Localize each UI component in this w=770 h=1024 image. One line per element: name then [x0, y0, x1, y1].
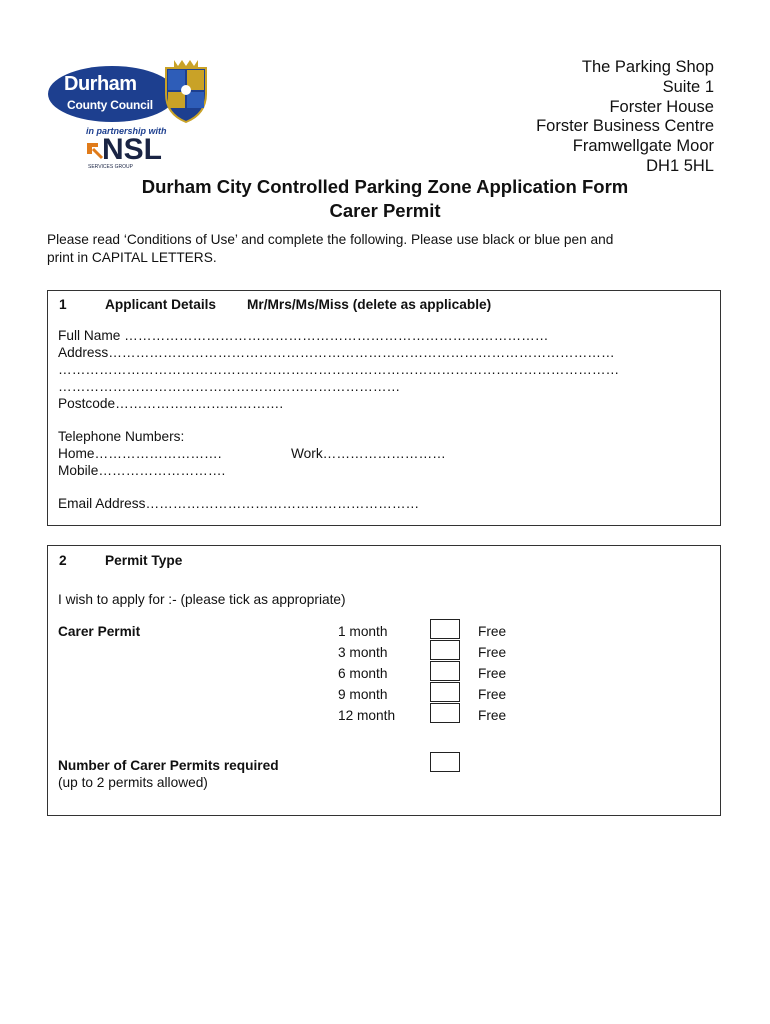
address-field-continued[interactable]: ……………………………………………………………………………………………………………: [58, 362, 620, 377]
home-phone-field[interactable]: Home……………………….: [58, 446, 222, 461]
form-subtitle: Carer Permit: [329, 200, 441, 221]
intro-line: Please read ‘Conditions of Use’ and complete the following. Please use black or blue pen and: [47, 232, 614, 247]
work-phone-field[interactable]: Work………………………: [291, 446, 446, 461]
nsl-logo-subtext: SERVICES GROUP: [88, 164, 133, 170]
council-logo: [48, 54, 218, 174]
tick-box-12-month[interactable]: [430, 703, 460, 723]
intro-line: print in CAPITAL LETTERS.: [47, 250, 217, 265]
council-logo-line1: Durham: [64, 73, 137, 95]
address-line: Framwellgate Moor: [572, 137, 714, 156]
return-address: [536, 58, 714, 177]
address-line: Forster Business Centre: [536, 117, 714, 136]
price-label: Free: [478, 687, 507, 702]
permit-instruction: I wish to apply for :- (please tick as appropriate): [58, 592, 346, 607]
tick-box-1-month[interactable]: [430, 619, 460, 639]
council-logo-oval: [48, 66, 176, 122]
duration-label: 3 month: [338, 645, 388, 660]
applicant-details-section: [47, 290, 721, 526]
partner-text: in partnership with: [86, 126, 167, 136]
price-label: Free: [478, 708, 507, 723]
duration-label: 12 month: [338, 708, 396, 723]
tick-box-3-month[interactable]: [430, 640, 460, 660]
section-number: 2: [59, 553, 67, 568]
duration-label: 1 month: [338, 624, 388, 639]
duration-label: 9 month: [338, 687, 388, 702]
section-number: 1: [59, 297, 67, 312]
permit-count-label: Number of Carer Permits required: [58, 758, 279, 773]
address-line: Forster House: [609, 97, 714, 116]
telephone-heading: Telephone Numbers:: [58, 429, 185, 444]
crest-icon: [162, 58, 210, 124]
address-line: The Parking Shop: [581, 58, 714, 76]
postcode-field[interactable]: Postcode……………………………….: [58, 396, 284, 411]
section-heading: Applicant Details: [105, 297, 217, 312]
permit-count-note: (up to 2 permits allowed): [58, 775, 208, 790]
permit-label: Carer Permit: [58, 624, 141, 639]
permit-count-box[interactable]: [430, 752, 460, 772]
price-label: Free: [478, 645, 507, 660]
address-field-continued[interactable]: …………………………………………………………………: [58, 379, 401, 394]
full-name-field[interactable]: Full Name …………………………………………………………………………………: [58, 328, 549, 343]
price-label: Free: [478, 666, 507, 681]
nsl-logo-text: NSL: [102, 133, 162, 166]
title-options: Mr/Mrs/Ms/Miss (delete as applicable): [247, 297, 492, 312]
address-line: DH1 5HL: [646, 156, 714, 175]
tick-box-9-month[interactable]: [430, 682, 460, 702]
permit-type-section: [47, 545, 721, 816]
price-label: Free: [478, 624, 507, 639]
email-field[interactable]: Email Address……………………………………………………: [58, 496, 420, 511]
form-title: Durham City Controlled Parking Zone Application Form: [141, 176, 629, 197]
address-field[interactable]: Address…………………………………………………………………………………………………: [58, 345, 615, 360]
address-line: Suite 1: [662, 77, 714, 96]
mobile-phone-field[interactable]: Mobile……………………….: [58, 463, 226, 478]
duration-label: 6 month: [338, 666, 388, 681]
section-heading: Permit Type: [105, 553, 183, 568]
council-logo-line2: County Council: [67, 98, 153, 112]
intro-text: [47, 231, 707, 267]
tick-box-6-month[interactable]: [430, 661, 460, 681]
